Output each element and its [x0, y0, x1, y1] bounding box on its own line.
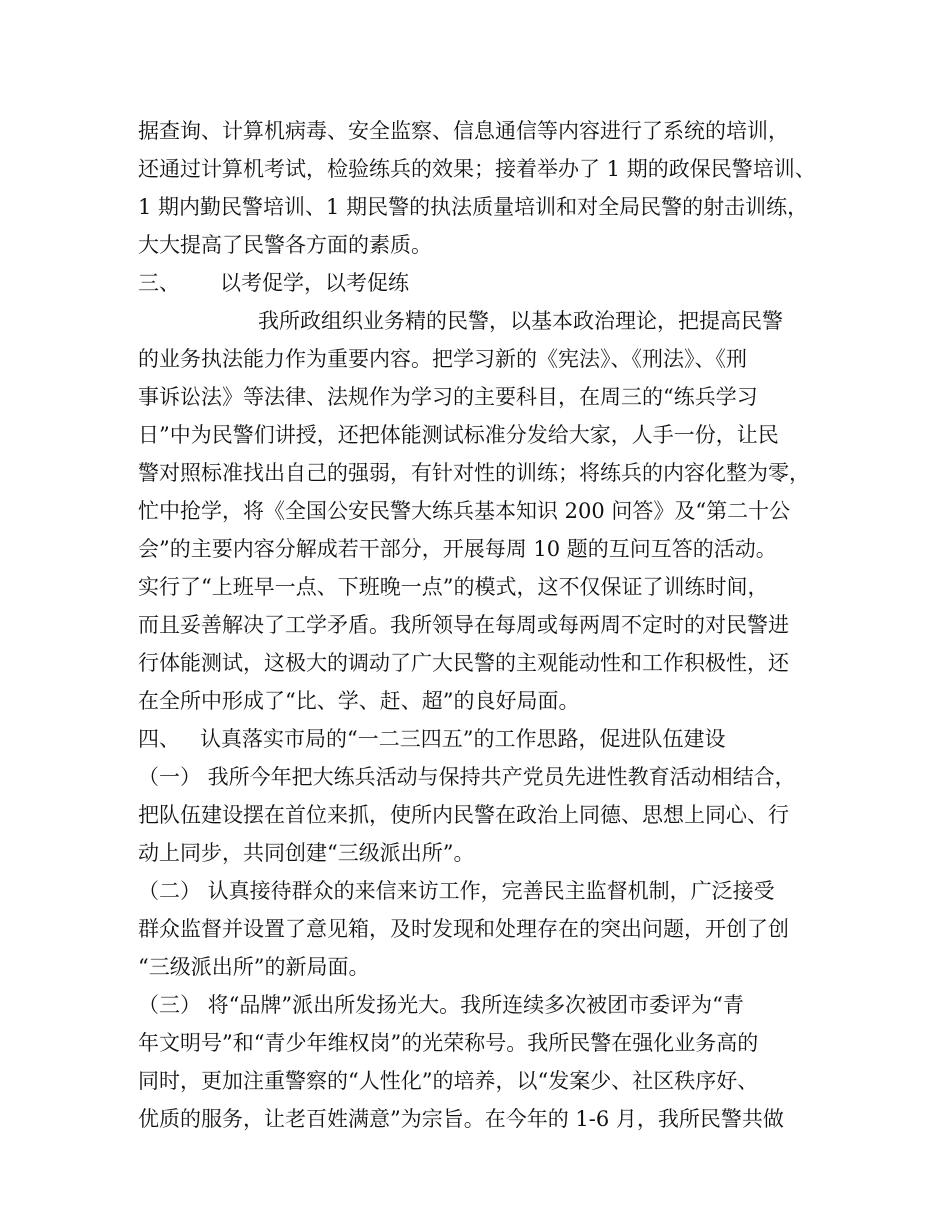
text-line: 大大提高了民警各方面的素质。 [138, 233, 432, 257]
text-line: 在全所中形成了“比、学、赶、超”的良好局面。 [138, 689, 580, 713]
text-line: 我所政组织业务精的民警，以基本政治理论，把提高民警 [258, 309, 783, 333]
subsection-2: （二） 认真接待群众的来信来访工作，完善民主监督机制，广泛接受 [138, 879, 775, 903]
text-line: 日”中为民警们讲授，还把体能测试标准分发给大家，人手一份，让民 [138, 423, 779, 447]
text-line: 实行了“上班早一点、下班晚一点”的模式，这不仅保证了训练时间， [138, 575, 769, 599]
section-heading-3: 三、 以考促学，以考促练 [138, 271, 410, 295]
text-line: 据查询、计算机病毒、安全监察、信息通信等内容进行了系统的培训， [138, 119, 789, 143]
section-heading-4: 四、 认真落实市局的“一二三四五”的工作思路，促进队伍建设 [138, 727, 726, 751]
text-line: 警对照标准找出自己的强弱，有针对性的训练；将练兵的内容化整为零， [138, 461, 810, 485]
text-line: 的业务执法能力作为重要内容。把学习新的《宪法》、《刑法》、《刑 [138, 347, 747, 371]
text-line: 同时，更加注重警察的“人性化”的培养，以“发案少、社区秩序好、 [138, 1069, 759, 1093]
text-line: 事诉讼法》等法律、法规作为学习的主要科目，在周三的“练兵学习 [138, 385, 758, 409]
text-line: 动上同步，共同创建“三级派出所”。 [138, 841, 475, 865]
text-line: 年文明号”和“青少年维权岗”的光荣称号。我所民警在强化业务高的 [138, 1031, 759, 1055]
subsection-3: （三） 将“品牌”派出所发扬光大。我所连续多次被团市委评为“青 [138, 993, 744, 1017]
text-line: 行体能测试，这极大的调动了广大民警的主观能动性和工作积极性，还 [138, 651, 789, 675]
text-line: 而且妥善解决了工学矛盾。我所领导在每周或每两周不定时的对民警进 [138, 613, 789, 637]
text-line: 群众监督并设置了意见箱，及时发现和处理存在的突出问题，开创了创 [138, 917, 789, 941]
text-line: 忙中抢学，将《全国公安民警大练兵基本知识 200 问答》及“第二十公 [138, 499, 791, 523]
text-line: 还通过计算机考试，检验练兵的效果；接着举办了 1 期的政保民警培训、 [138, 157, 816, 181]
text-line: 会”的主要内容分解成若干部分，开展每周 10 题的互问互答的活动。 [138, 537, 777, 561]
text-line: 优质的服务，让老百姓满意”为宗旨。在今年的 1-6 月，我所民警共做 [138, 1107, 784, 1131]
text-line: “三级派出所”的新局面。 [138, 955, 370, 979]
subsection-1: （一） 我所今年把大练兵活动与保持共产党员先进性教育活动相结合， [138, 765, 796, 789]
text-line: 把队伍建设摆在首位来抓，使所内民警在政治上同德、思想上同心、行 [138, 803, 789, 827]
text-line: 1 期内勤民警培训、1 期民警的执法质量培训和对全局民警的射击训练， [138, 195, 809, 219]
